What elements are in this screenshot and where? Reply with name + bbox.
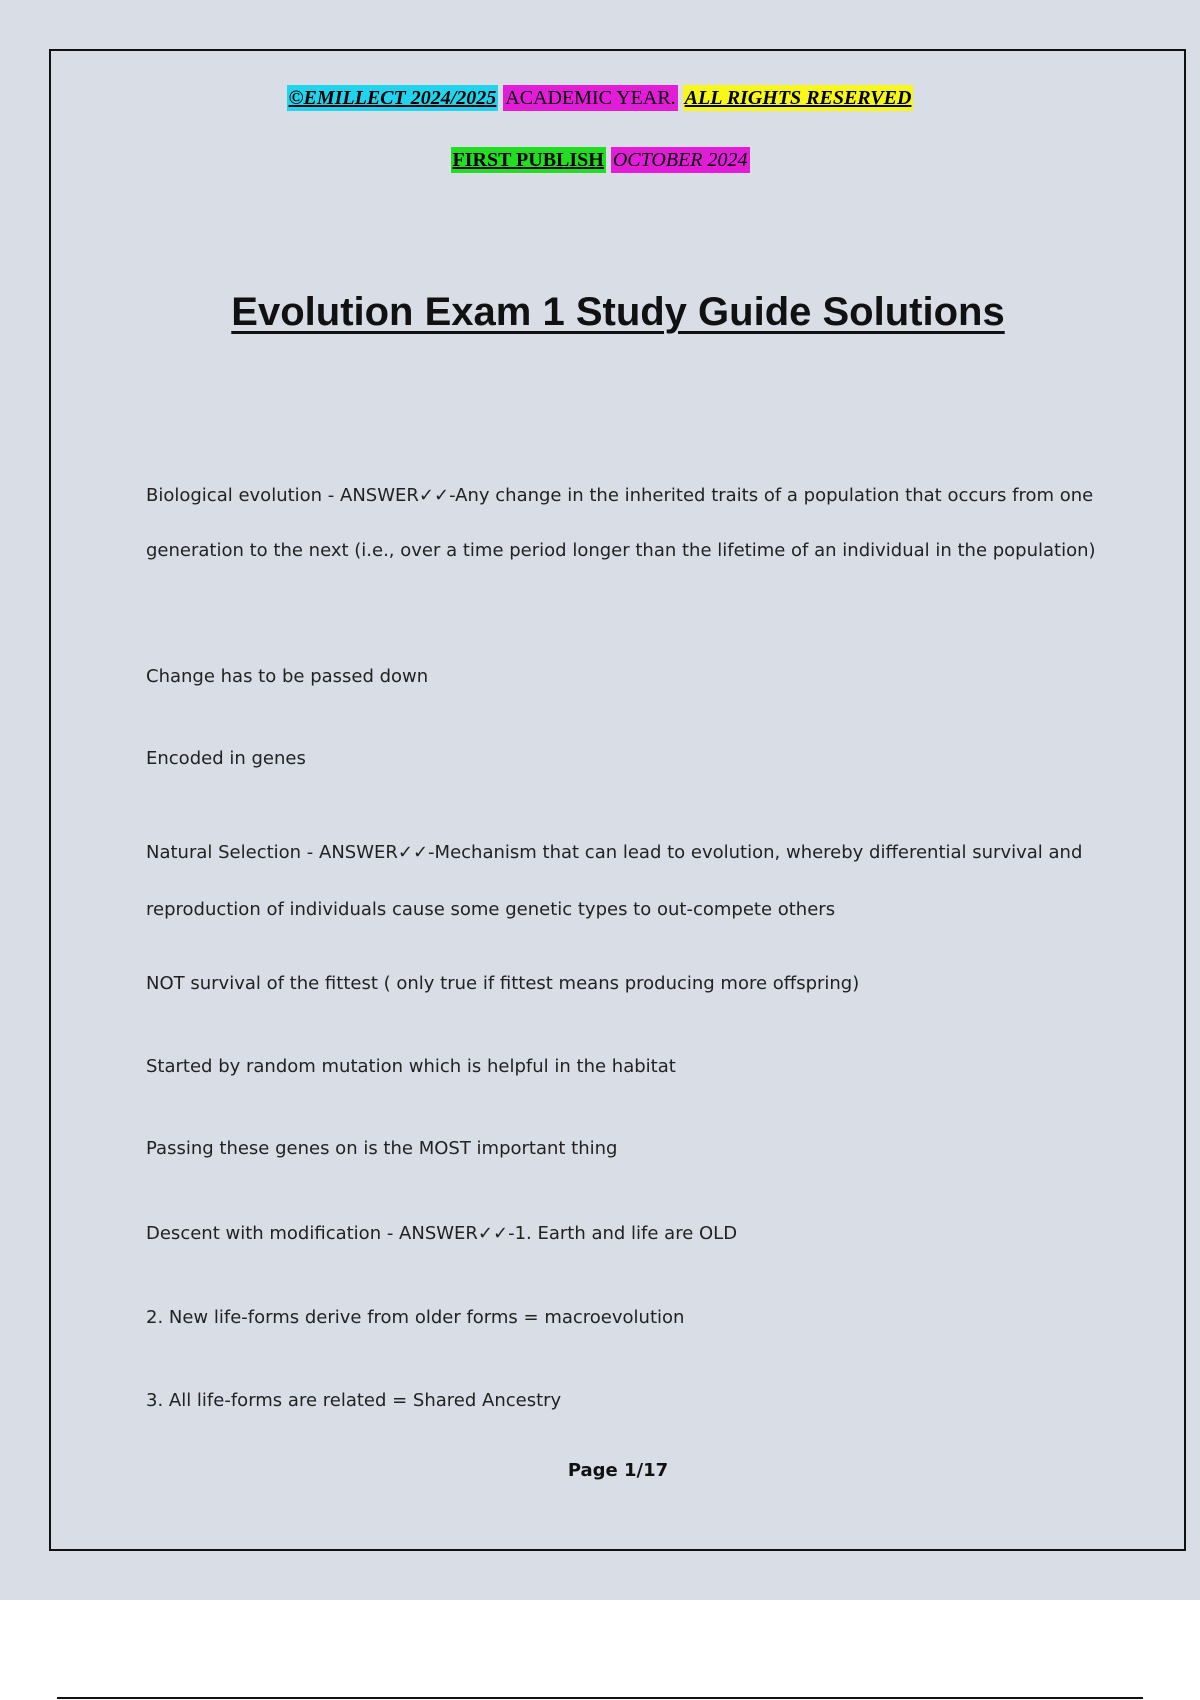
paragraph-passed-down: Change has to be passed down: [146, 666, 429, 687]
academic-year-label: ACADEMIC YEAR.: [505, 87, 676, 109]
first-publish-label: FIRST PUBLISH: [452, 149, 604, 171]
bottom-divider: [57, 1697, 1143, 1699]
paragraph-descent-modification: Descent with modification - ANSWER✓✓-1. Earth and life are OLD: [146, 1223, 738, 1244]
paragraph-macroevolution: 2. New life-forms derive from older forms = macroevolution: [146, 1307, 685, 1328]
copyright-label: ©EMILLECT 2024/2025: [288, 87, 497, 109]
paragraph-biological-evolution: Biological evolution - ANSWER✓✓-Any change in the inherited traits of a population that occurs from one generation to the next (i.e., over a time period longer than the lifetime of an individual in the population): [146, 485, 1096, 561]
paragraph-natural-selection: Natural Selection - ANSWER✓✓-Mechanism that can lead to evolution, whereby differential survival and reproduction of individuals cause some genetic types to out-compete others: [146, 842, 1083, 920]
document-title: Evolution Exam 1 Study Guide Solutions: [231, 290, 1005, 334]
paragraph-shared-ancestry: 3. All life-forms are related = Shared Ancestry: [146, 1390, 562, 1411]
copyright-line: [0, 85, 1200, 111]
paragraph-passing-genes: Passing these genes on is the MOST important thing: [146, 1138, 618, 1159]
paragraph-random-mutation: Started by random mutation which is helpful in the habitat: [146, 1056, 676, 1077]
page-number: Page 1/17: [567, 1460, 669, 1481]
paragraph-encoded-genes: Encoded in genes: [146, 748, 306, 769]
rights-reserved-label: ALL RIGHTS RESERVED: [684, 87, 912, 109]
publish-date-label: OCTOBER 2024: [612, 149, 748, 171]
publish-line: [0, 147, 1200, 173]
paragraph-not-survival: NOT survival of the fittest ( only true if fittest means producing more offspring): [146, 973, 860, 994]
